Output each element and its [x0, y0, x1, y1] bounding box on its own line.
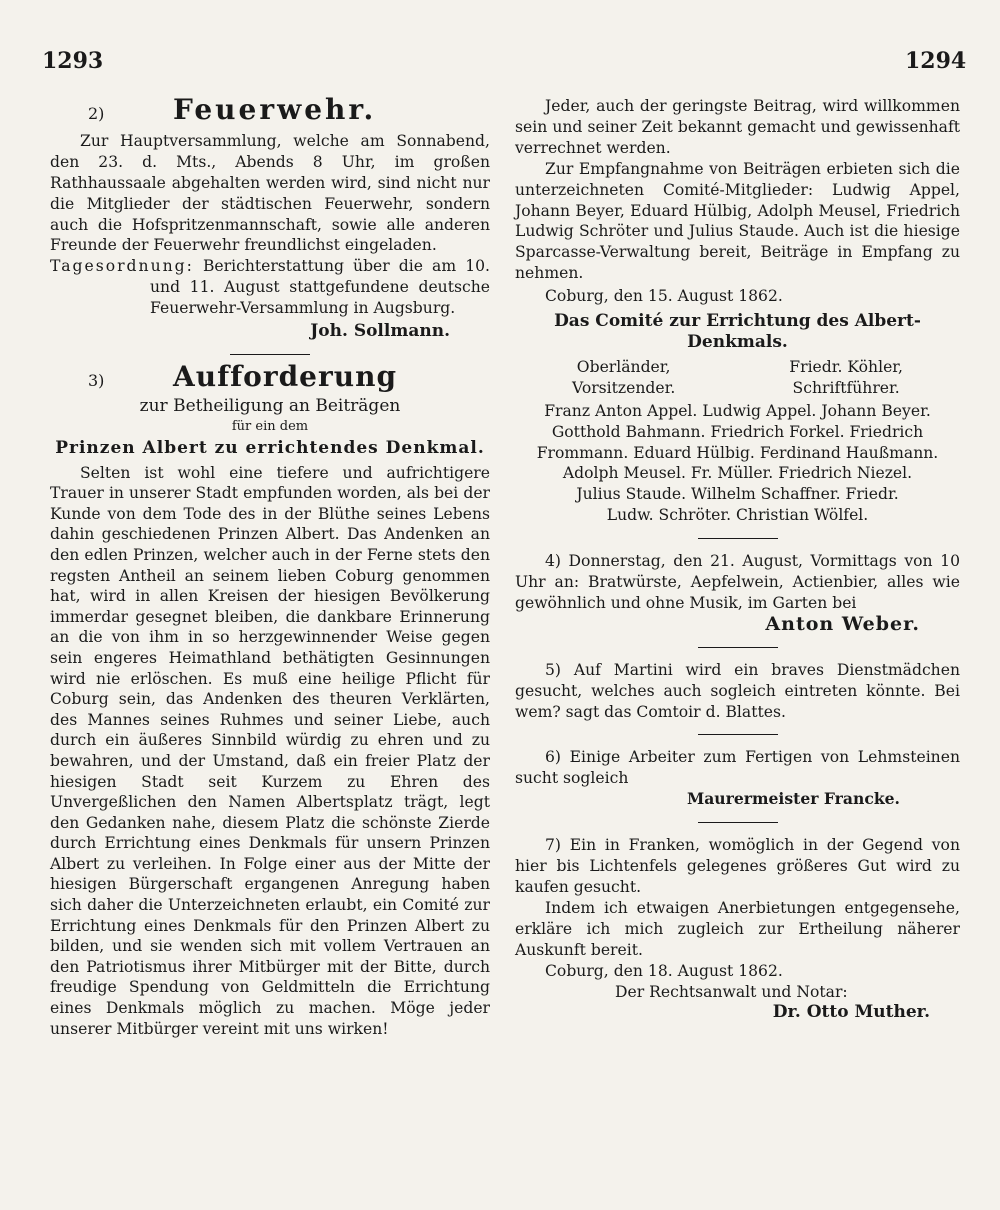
chair	[572, 357, 675, 399]
divider	[698, 538, 778, 539]
date: Coburg, den 18. August 1862.	[545, 961, 783, 980]
left-column	[50, 93, 490, 1039]
subtitle-bold: Prinzen Albert zu errichtendes Denkmal.	[55, 437, 485, 458]
subtitle: zur Betheiligung an Beiträgen	[139, 395, 401, 416]
ad-6-signature: Maurermeister Francke.	[686, 789, 900, 809]
divider	[698, 734, 778, 735]
member-list	[515, 401, 960, 526]
secretary-role: Schriftführer.	[792, 378, 900, 397]
ad-4-signature: Anton Weber.	[765, 612, 920, 635]
committee-name: Das Comité zur Errichtung des Albert-Denkmals.	[554, 311, 921, 352]
contributions-notice: Zur Empfangnahme von Beiträgen erbieten sich die unterzeichneten Comité-Mitglieder: Ludwig Appel, Johann Beyer, Eduard Hülbig, Adolph Meusel, Friedrich Ludwig Schröter und Julius Staude. Auch ist die hiesige Sparcasse-Verwaltung bereit, Beiträge in Empfang zu nehmen.	[515, 159, 960, 283]
page-number-left: 1293	[42, 48, 104, 74]
divider	[230, 354, 310, 355]
secretary	[789, 357, 903, 399]
member-line: Julius Staude. Wilhelm Schaffner. Friedr.	[576, 485, 899, 504]
date: Coburg, den 15. August 1862.	[545, 287, 783, 306]
member-line: Franz Anton Appel. Ludwig Appel. Johann Beyer.	[544, 401, 931, 420]
secretary-name: Friedr. Köhler,	[789, 357, 903, 376]
member-line: Gotthold Bahmann. Friedrich Forkel. Friedrich	[551, 422, 924, 441]
appeal-continued: Jeder, auch der geringste Beitrag, wird willkommen sein und seiner Zeit bekannt gemacht und gewissenhaft verrechnet werden.	[515, 97, 960, 157]
section-title: Aufforderung	[173, 359, 398, 393]
notary-title: Der Rechtsanwalt und Notar:	[615, 982, 848, 1001]
member-line: Ludw. Schröter. Christian Wölfel.	[606, 506, 869, 525]
ad-6: 6) Einige Arbeiter zum Fertigen von Lehmsteinen sucht sogleich	[515, 748, 960, 788]
member-line: Frommann. Eduard Hülbig. Ferdinand Haußmann.	[536, 443, 939, 462]
fire-brigade-notice: Zur Hauptversammlung, welche am Sonnabend, den 23. d. Mts., Abends 8 Uhr, im großen Rathhaussaale abgehalten werden wird, sind nicht nur die Mitglieder der städtischen Feuerwehr, sondern auch die Hofspritzenmannschaft, sowie alle anderen Freunde der Feuerwehr freundlichst eingeladen.	[50, 131, 490, 255]
right-column	[515, 96, 960, 1023]
section-number: 3)	[88, 370, 105, 390]
section-2-heading	[88, 93, 490, 126]
notary-signature: Dr. Otto Muther.	[772, 1002, 930, 1023]
chair-name: Oberländer,	[576, 357, 671, 376]
signature: Joh. Sollmann.	[310, 321, 450, 342]
divider	[698, 822, 778, 823]
ad-7-continued: Indem ich etwaigen Anerbietungen entgegensehe, erkläre ich mich zugleich zur Ertheilung näherer Auskunft bereit.	[515, 898, 960, 959]
page-number-right: 1294	[905, 48, 967, 74]
agenda-text: Berichterstattung über die am 10. und 11. August stattgefundene deutsche Feuerwehr-Versammlung in Augsburg.	[150, 257, 490, 318]
ad-7: 7) Ein in Franken, womöglich in der Gegend von hier bis Lichtenfels gelegenes größeres Gut wird zu kaufen gesucht.	[515, 836, 960, 896]
section-title: Feuerwehr.	[173, 93, 377, 126]
chair-role: Vorsitzender.	[571, 378, 676, 397]
ad-4: 4) Donnerstag, den 21. August, Vormittags von 10 Uhr an: Bratwürste, Aepfelwein, Actienbier, alles wie gewöhnlich und ohne Musik, im Garten bei	[515, 552, 960, 612]
appeal-body: Selten ist wohl eine tiefere und aufrichtigere Trauer in unserer Stadt empfunden worden, als bei der Kunde von dem Tode des in der Blüthe seines Lebens dahin geschiedenen Prinzen Albert. Das Andenken an den edlen Prinzen, welcher auch in der Ferne stets den regsten Antheil an seinem lieben Coburg genommen hat, wird in allen Kreisen der hiesigen Bevölkerung immerdar gesegnet bleiben, die dankbare Erinnerung an die von ihm in so herzgewinnender Weise gegen sein engeres Heimathland bethätigten Gesinnungen wird nie erlöschen. Es muß eine heilige Pflicht für Coburg sein, das Andenken des theuren Verklärten, des Mannes seines Ruhmes und seiner Liebe, auch durch ein äußeres Sinnbild würdig zu ehren und zu bewahren, und der Umstand, daß ein freier Platz der hiesigen Stadt seit Kurzem zu Ehren des Unvergeßlichen den Namen Albertsplatz trägt, legt den Gedanken nahe, diesem Platz die schönste Zierde durch Errichtung eines Denkmals für unsern Prinzen Albert zu verleihen. In Folge einer aus der Mitte der hiesigen Bürgerschaft ergangenen Anregung haben sich daher die Unterzeichneten erlaubt, ein Comité zur Errichtung eines Denkmals für den Prinzen Albert zu bilden, und sie wenden sich mit vollem Vertrauen an den Patriotismus ihrer Mitbürger mit der Bitte, durch freudige Spendung von Geldmitteln die Errichtung eines Denkmals möglich zu machen. Möge jeder unserer Mitbürger vereint mit uns wirken!	[50, 463, 490, 1038]
officers	[515, 357, 960, 399]
agenda	[50, 256, 490, 319]
member-line: Adolph Meusel. Fr. Müller. Friedrich Niezel.	[562, 464, 913, 483]
ad-5: 5) Auf Martini wird ein braves Dienstmädchen gesucht, welches auch sogleich eintreten könnte. Bei wem? sagt das Comtoir d. Blattes.	[515, 660, 960, 721]
agenda-label: Tagesordnung:	[50, 257, 194, 276]
subtitle-small: für ein dem	[231, 418, 309, 434]
divider	[698, 647, 778, 648]
section-3-heading	[88, 359, 490, 393]
section-number: 2)	[88, 104, 105, 123]
